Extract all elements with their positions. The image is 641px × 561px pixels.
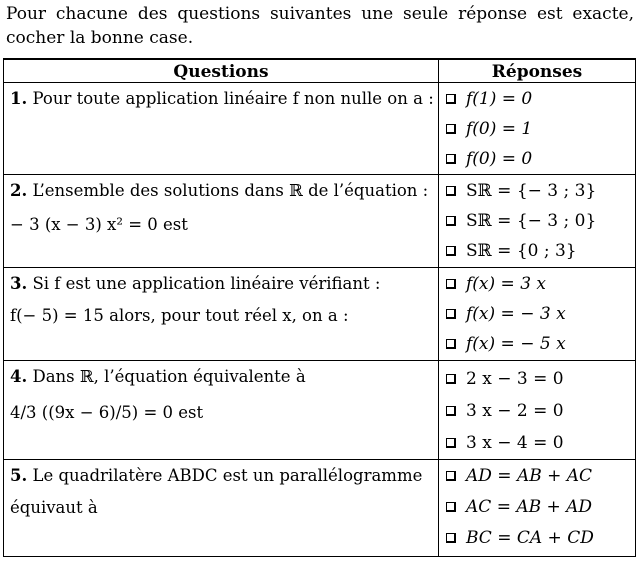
question-number: 5. <box>10 466 28 485</box>
checkbox-icon[interactable] <box>446 533 456 543</box>
questions-header: Questions <box>173 62 269 82</box>
checkbox-icon[interactable] <box>446 309 456 319</box>
answer-option[interactable]: f(x) = − 3 x <box>446 304 566 324</box>
question-line: L’ensemble des solutions dans ℝ de l’équation : <box>32 181 429 200</box>
checkbox-icon[interactable] <box>446 246 456 256</box>
answer-option[interactable]: f(0) = 0 <box>446 149 532 169</box>
answers-header: Réponses <box>491 62 583 82</box>
checkbox-icon[interactable] <box>446 374 456 384</box>
question-2-text <box>10 181 428 200</box>
mcq-table <box>3 58 636 557</box>
question-line: équivaut à <box>10 498 98 517</box>
question-5-text <box>10 466 422 485</box>
answer-option[interactable]: f(1) = 0 <box>446 89 532 109</box>
question-row-5 <box>4 459 635 557</box>
checkbox-icon[interactable] <box>446 339 456 349</box>
answer-option[interactable]: 2 x − 3 = 0 <box>446 369 564 389</box>
question-number: 3. <box>10 274 28 293</box>
answer-option[interactable]: AC = AB + AD <box>446 497 592 517</box>
checkbox-icon[interactable] <box>446 216 456 226</box>
question-1-text <box>10 89 434 108</box>
answer-option[interactable]: Sℝ = {− 3 ; 3} <box>446 181 596 201</box>
answer-option[interactable]: Sℝ = {0 ; 3} <box>446 241 577 261</box>
checkbox-icon[interactable] <box>446 94 456 104</box>
question-row-1 <box>4 82 635 175</box>
question-number: 2. <box>10 181 28 200</box>
answer-option[interactable]: Sℝ = {− 3 ; 0} <box>446 211 596 231</box>
answer-option[interactable]: AD = AB + AC <box>446 466 592 486</box>
question-line: Pour toute application linéaire f non nulle on a : <box>32 89 434 108</box>
question-line: 4/3 ((9x − 6)/5) = 0 est <box>10 403 204 422</box>
checkbox-icon[interactable] <box>446 471 456 481</box>
question-number: 4. <box>10 367 28 386</box>
question-row-3 <box>4 267 635 361</box>
question-line: f(− 5) = 15 alors, pour tout réel x, on a : <box>10 306 349 325</box>
checkbox-icon[interactable] <box>446 438 456 448</box>
checkbox-icon[interactable] <box>446 154 456 164</box>
answer-option[interactable]: f(x) = − 5 x <box>446 334 566 354</box>
answer-option[interactable]: BC = CA + CD <box>446 528 594 548</box>
question-line: Le quadrilatère ABDC est un parallélogramme <box>32 466 423 485</box>
question-line: Dans ℝ, l’équation équivalente à <box>32 367 306 386</box>
question-row-2 <box>4 174 635 268</box>
question-3-text <box>10 274 380 293</box>
question-4-text <box>10 367 306 386</box>
question-row-4 <box>4 360 635 460</box>
instructions: Pour chacune des questions suivantes une seule réponse est exacte, cocher la bonne case. <box>6 4 634 48</box>
question-line: Si f est une application linéaire vérifiant : <box>32 274 381 293</box>
checkbox-icon[interactable] <box>446 406 456 416</box>
answer-option[interactable]: 3 x − 2 = 0 <box>446 401 564 421</box>
answer-option[interactable]: 3 x − 4 = 0 <box>446 433 564 453</box>
answer-option[interactable]: f(0) = 1 <box>446 119 532 139</box>
checkbox-icon[interactable] <box>446 186 456 196</box>
question-number: 1. <box>10 89 28 108</box>
checkbox-icon[interactable] <box>446 124 456 134</box>
question-line: − 3 (x − 3) x² = 0 est <box>10 215 188 234</box>
checkbox-icon[interactable] <box>446 279 456 289</box>
answer-option[interactable]: f(x) = 3 x <box>446 274 546 294</box>
header-row <box>4 59 635 83</box>
checkbox-icon[interactable] <box>446 502 456 512</box>
